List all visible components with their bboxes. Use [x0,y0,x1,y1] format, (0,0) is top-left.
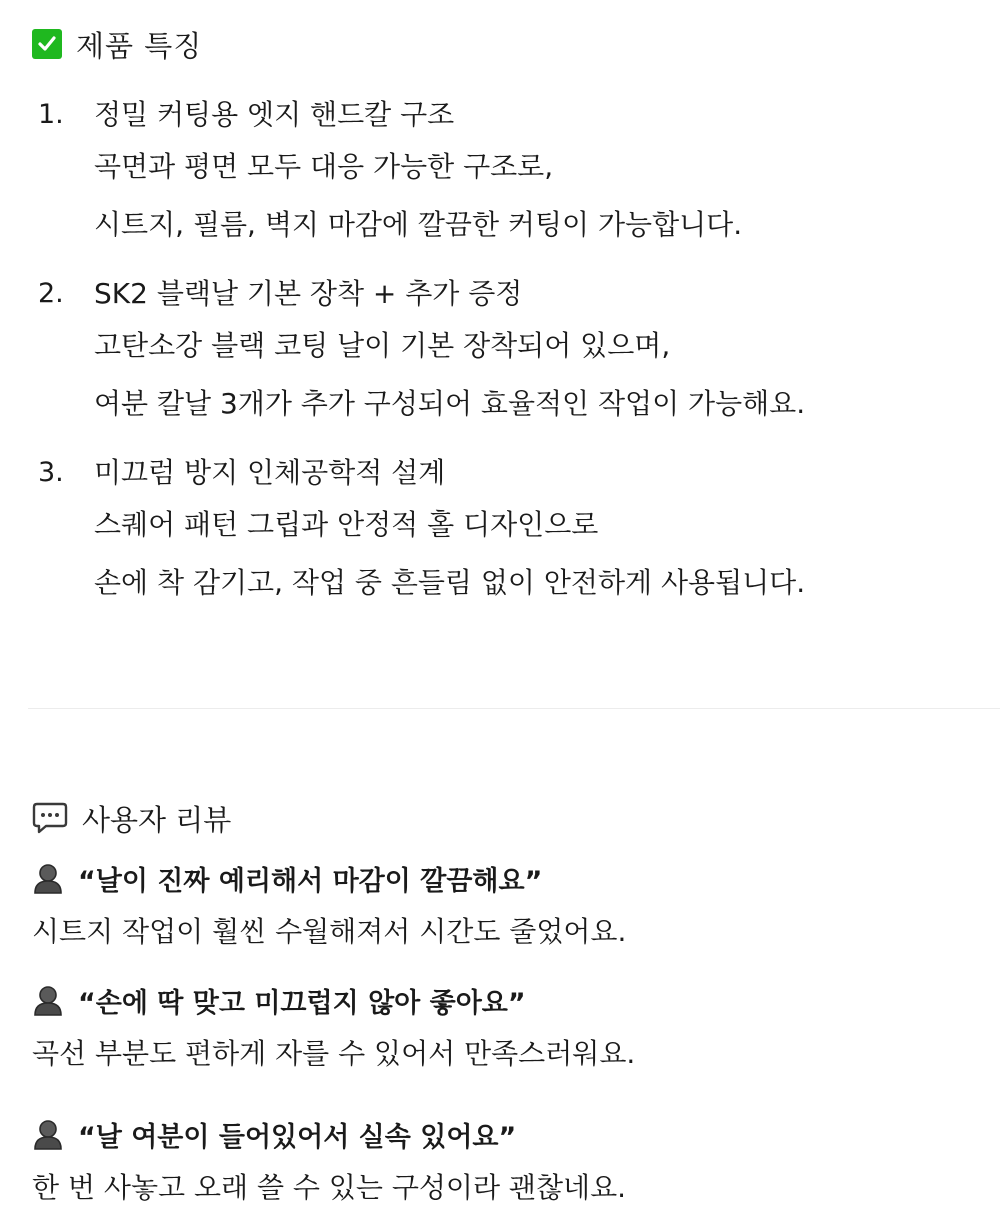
speech-bubble-icon [32,801,68,835]
feature-heading: 미끄럼 방지 인체공학적 설계 [94,456,446,489]
review-title: “손에 딱 맞고 미끄럽지 않아 좋아요” [78,987,526,1019]
feature-description-line: 시트지, 필름, 벽지 마감에 깔끔한 커팅이 가능합니다. [94,208,743,241]
reviews-title: 사용자 리뷰 [82,802,232,837]
review-item-3 [32,1112,992,1208]
feature-item-2 [38,271,988,433]
reviews-header [32,798,231,838]
features-title: 제품 특징 [76,28,203,63]
feature-heading: SK2 블랙날 기본 장착 + 추가 증정 [94,277,523,310]
features-header [32,24,202,64]
feature-number: 2. [38,278,64,309]
review-body: 시트지 작업이 훨씬 수월해져서 시간도 줄었어요. [32,915,627,948]
feature-heading: 정밀 커팅용 엣지 핸드칼 구조 [94,98,455,131]
feature-description-line: 고탄소강 블랙 코팅 날이 기본 장착되어 있으며, [94,329,671,362]
feature-item-1 [38,92,988,254]
feature-number: 3. [38,457,64,488]
feature-description-line: 손에 착 감기고, 작업 중 흔들림 없이 안전하게 사용됩니다. [94,566,806,599]
review-title: “날이 진짜 예리해서 마감이 깔끔해요” [78,865,543,897]
section-divider [28,708,1000,709]
feature-list [38,92,988,629]
review-body: 한 번 사놓고 오래 쓸 수 있는 구성이라 괜찮네요. [32,1171,627,1204]
review-item-1 [32,856,992,952]
review-body: 곡선 부분도 편하게 자를 수 있어서 만족스러워요. [32,1037,636,1070]
feature-number: 1. [38,99,64,130]
feature-description-line: 스퀘어 패턴 그립과 안정적 홀 디자인으로 [94,508,599,541]
review-item-2 [32,978,992,1074]
feature-item-3 [38,450,988,612]
person-icon [32,984,64,1016]
person-icon [32,1118,64,1150]
check-mark-icon [32,29,62,59]
person-icon [32,862,64,894]
review-title: “날 여분이 들어있어서 실속 있어요” [78,1121,517,1153]
feature-description-line: 여분 칼날 3개가 추가 구성되어 효율적인 작업이 가능해요. [94,387,806,420]
feature-description-line: 곡면과 평면 모두 대응 가능한 구조로, [94,150,554,183]
